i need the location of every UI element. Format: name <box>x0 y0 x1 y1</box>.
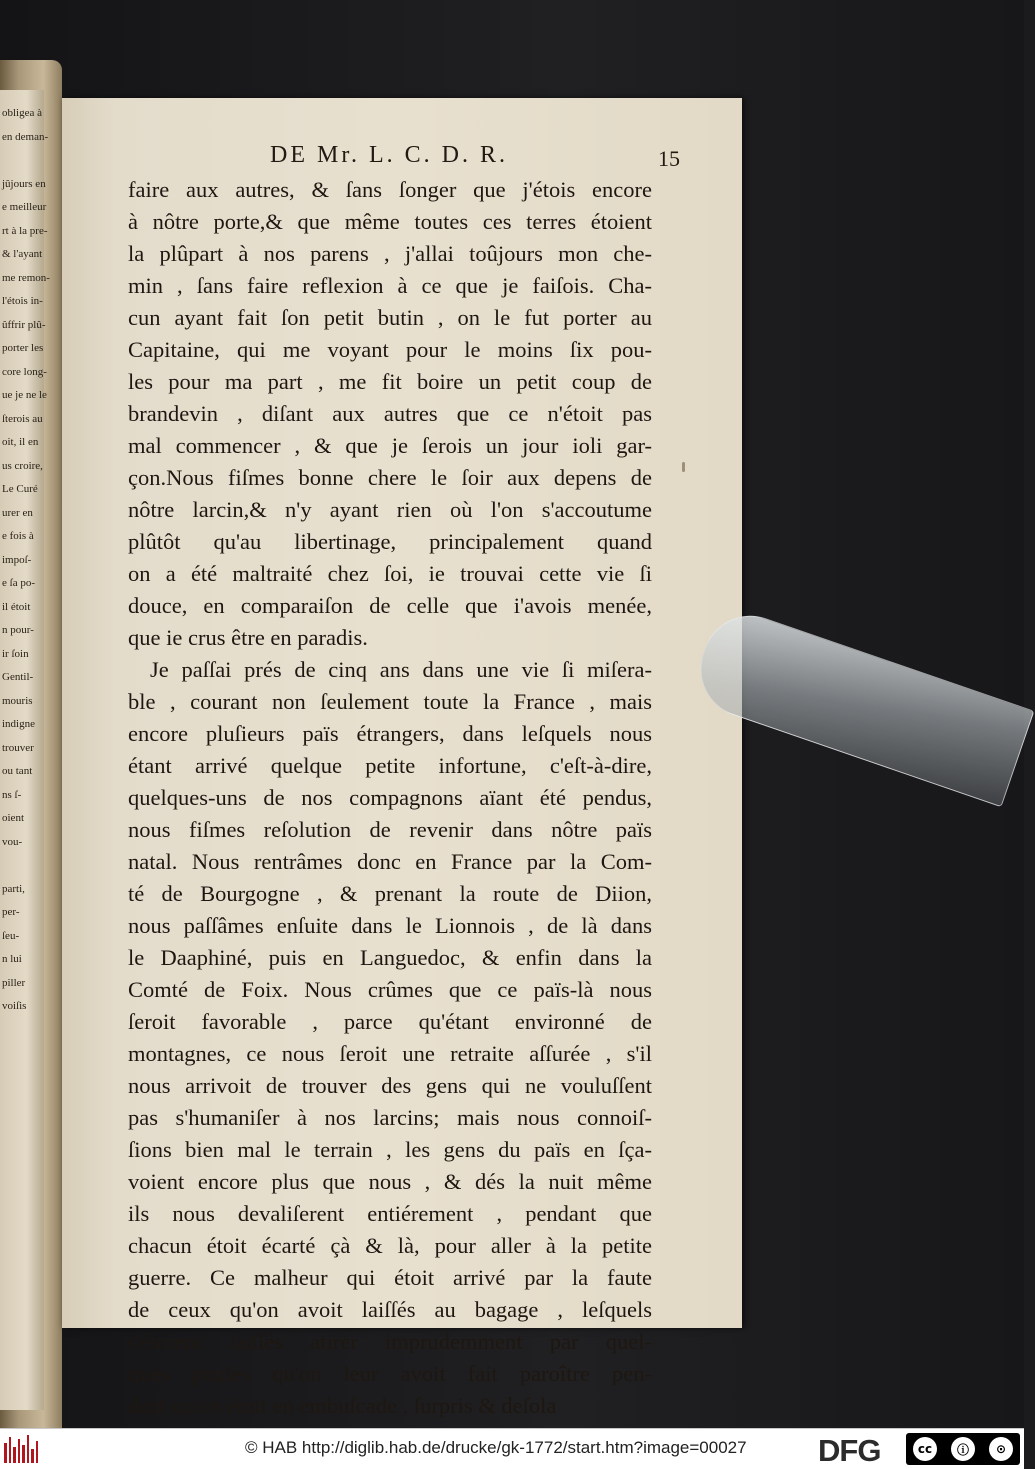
text-line: mal commencer , & que je ſerois un jour ioli gar- <box>128 433 652 458</box>
cc-icon: cc <box>913 1437 937 1461</box>
running-head: DE Mr. L. C. D. R. <box>270 142 509 168</box>
text-line: brandevin , diſant aux autres que ce n'étoit pas <box>128 401 652 426</box>
left-fragment: ir ſoin <box>2 647 29 660</box>
left-fragment: ns ſ- <box>2 788 22 801</box>
text-line: chacun étoit écarté çà & là, pour aller à la petite <box>128 1233 652 1258</box>
text-line: faire aux autres, & ſans ſonger que j'étois encore <box>128 177 652 202</box>
left-fragment: ſeu- <box>2 929 20 942</box>
left-fragment: n lui <box>2 953 22 965</box>
text-line: Capitaine, qui me voyant pour le moins ſix pou- <box>128 337 652 362</box>
text-line: les pour ma part , me fit boire un petit coup de <box>128 369 652 394</box>
left-fragment <box>2 854 44 878</box>
left-fragment: ſterois au <box>2 412 43 425</box>
left-fragment: voiſis <box>2 1000 27 1012</box>
text-line: ils nous devaliſerent entiérement , pendant que <box>128 1201 652 1226</box>
text-line: nous arrivoit de trouver des gens qui ne vouluſſent <box>128 1073 652 1098</box>
left-fragment: ûffrir plû- <box>2 318 46 331</box>
left-fragment: porter les <box>2 342 44 354</box>
text-line: étant arrivé quelque petite infortune, c'eſt-à-dire, <box>128 753 652 778</box>
left-fragment: ue je ne le <box>2 389 47 401</box>
left-fragment: indigne <box>2 718 35 730</box>
left-fragment: parti, <box>2 882 25 895</box>
text-line: encore pluſieurs païs étrangers, dans leſquels nous <box>128 721 652 746</box>
left-fragment: e ſa po- <box>2 577 35 589</box>
left-fragment: mouris <box>2 694 33 707</box>
left-fragment: oit, il en <box>2 436 39 448</box>
hab-barcode-icon <box>4 1435 38 1463</box>
text-line: douce, en comparaiſon de celle que i'avois menée, <box>128 593 652 618</box>
text-line: guerre. Ce malheur qui étoit arrivé par la faute <box>128 1265 652 1290</box>
left-fragment: e meilleur <box>2 201 47 213</box>
left-fragment: n pour- <box>2 624 34 636</box>
page-number: 15 <box>658 146 680 171</box>
left-fragment: l'étois in- <box>2 295 43 307</box>
sa-icon: ⊙ <box>989 1437 1013 1461</box>
text-line: çon.Nous fiſmes bonne chere le ſoir aux depens de <box>128 465 652 490</box>
text-line: Comté de Foix. Nous crûmes que ce païs-là nous <box>128 977 652 1002</box>
text-line: nous fiſmes reſolution de revenir dans nôtre païs <box>128 817 652 842</box>
left-fragment: impoſ- <box>2 553 32 566</box>
left-fragment: urer en <box>2 506 33 519</box>
left-fragment: e fois à <box>2 530 34 542</box>
by-icon: ⓘ <box>951 1437 975 1461</box>
text-line: la plûpart à nos parens , j'allai toûjours mon che- <box>128 241 652 266</box>
left-fragment: jûjours en <box>2 177 46 190</box>
left-fragment: oient <box>2 812 24 824</box>
text-line: quelques-uns de nos compagnons aïant été pendus, <box>128 785 652 810</box>
text-line: montagnes, ce nous ſeroit une retraite aſſurée , s'il <box>128 1041 652 1066</box>
text-line: nous paſſâmes enſuite dans le Lionnois , de là dans <box>128 913 652 938</box>
text-line: min , ſans faire reflexion à ce que je faiſois. Cha- <box>128 273 652 298</box>
copyright-url[interactable]: © HAB http://diglib.hab.de/drucke/gk-1772/start.htm?image=00027 <box>245 1438 747 1457</box>
text-line: ques poules qu'on leur avoit fait paroître pen- <box>128 1361 652 1386</box>
left-fragment <box>2 149 44 173</box>
left-page-fragments <box>2 102 50 1019</box>
text-line: ſeroit favorable , parce qu'étant environné de <box>128 1009 652 1034</box>
text-line: on a été maltraité chez ſoi, ie trouvai cette vie ſi <box>128 561 652 586</box>
left-fragment: Gentil- <box>2 671 34 683</box>
text-line: Je paſſai prés de cinq ans dans une vie ſi miſera- <box>150 657 652 682</box>
text-line: pas s'humaniſer à nos larcins; mais nous connoiſ- <box>128 1105 652 1130</box>
text-line: de ceux qu'on avoit laiſſés au bagage , leſquels <box>128 1297 652 1322</box>
left-fragment: vou- <box>2 835 23 848</box>
page-text <box>128 174 652 1422</box>
text-line: voient encore plus que nous , & dés la nuit même <box>128 1169 652 1194</box>
text-line: nôtre larcin,& n'y ayant rien où l'on s'accoutume <box>128 497 652 522</box>
book-page <box>62 98 742 1418</box>
paper-spot <box>682 462 685 472</box>
left-fragment: ou tant <box>2 765 33 777</box>
text-line: ſions bien mal le terrain , les gens du païs en ſça- <box>128 1137 652 1162</box>
footer-bar <box>0 1428 1024 1469</box>
text-line: que ie crus être en paradis. <box>128 625 368 650</box>
left-fragment: us croire, <box>2 459 43 472</box>
left-fragment: trouver <box>2 741 34 754</box>
left-fragment: & l'ayant <box>2 248 43 260</box>
left-fragment: me remon- <box>2 271 50 284</box>
left-fragment: il étoit <box>2 600 31 613</box>
text-line: cun ayant fait ſon petit butin , on le fut porter au <box>128 305 652 330</box>
text-line: à nôtre porte,& que même toutes ces terres étoient <box>128 209 652 234</box>
left-fragment: en deman- <box>2 130 49 143</box>
text-line: le Daaphiné, puis en Languedoc, & enfin dans la <box>128 945 652 970</box>
text-line: s'étoient laiſſés atirer imprudemment par quel- <box>128 1329 652 1354</box>
left-fragment: per- <box>2 906 20 918</box>
cc-license-badge[interactable] <box>906 1433 1020 1465</box>
text-line: plûtôt qu'au libertinage, principalement quand <box>128 529 652 554</box>
left-fragment: Le Curé <box>2 483 38 495</box>
text-line: natal. Nous rentrâmes donc en France par la Com- <box>128 849 652 874</box>
text-line: dant qu'on étoit en embuſcade , ſurpris & deſola <box>128 1393 557 1418</box>
left-fragment: piller <box>2 976 26 989</box>
text-line: té de Bourgogne , & prenant la route de Diion, <box>128 881 652 906</box>
left-page <box>0 90 50 1410</box>
left-fragment: obligea à <box>2 107 43 119</box>
left-fragment: rt à la pre- <box>2 224 48 237</box>
text-line: ble , courant non ſeulement toute la France , mais <box>128 689 652 714</box>
dfg-logo: DFG <box>818 1433 881 1468</box>
left-fragment: core long- <box>2 365 47 378</box>
